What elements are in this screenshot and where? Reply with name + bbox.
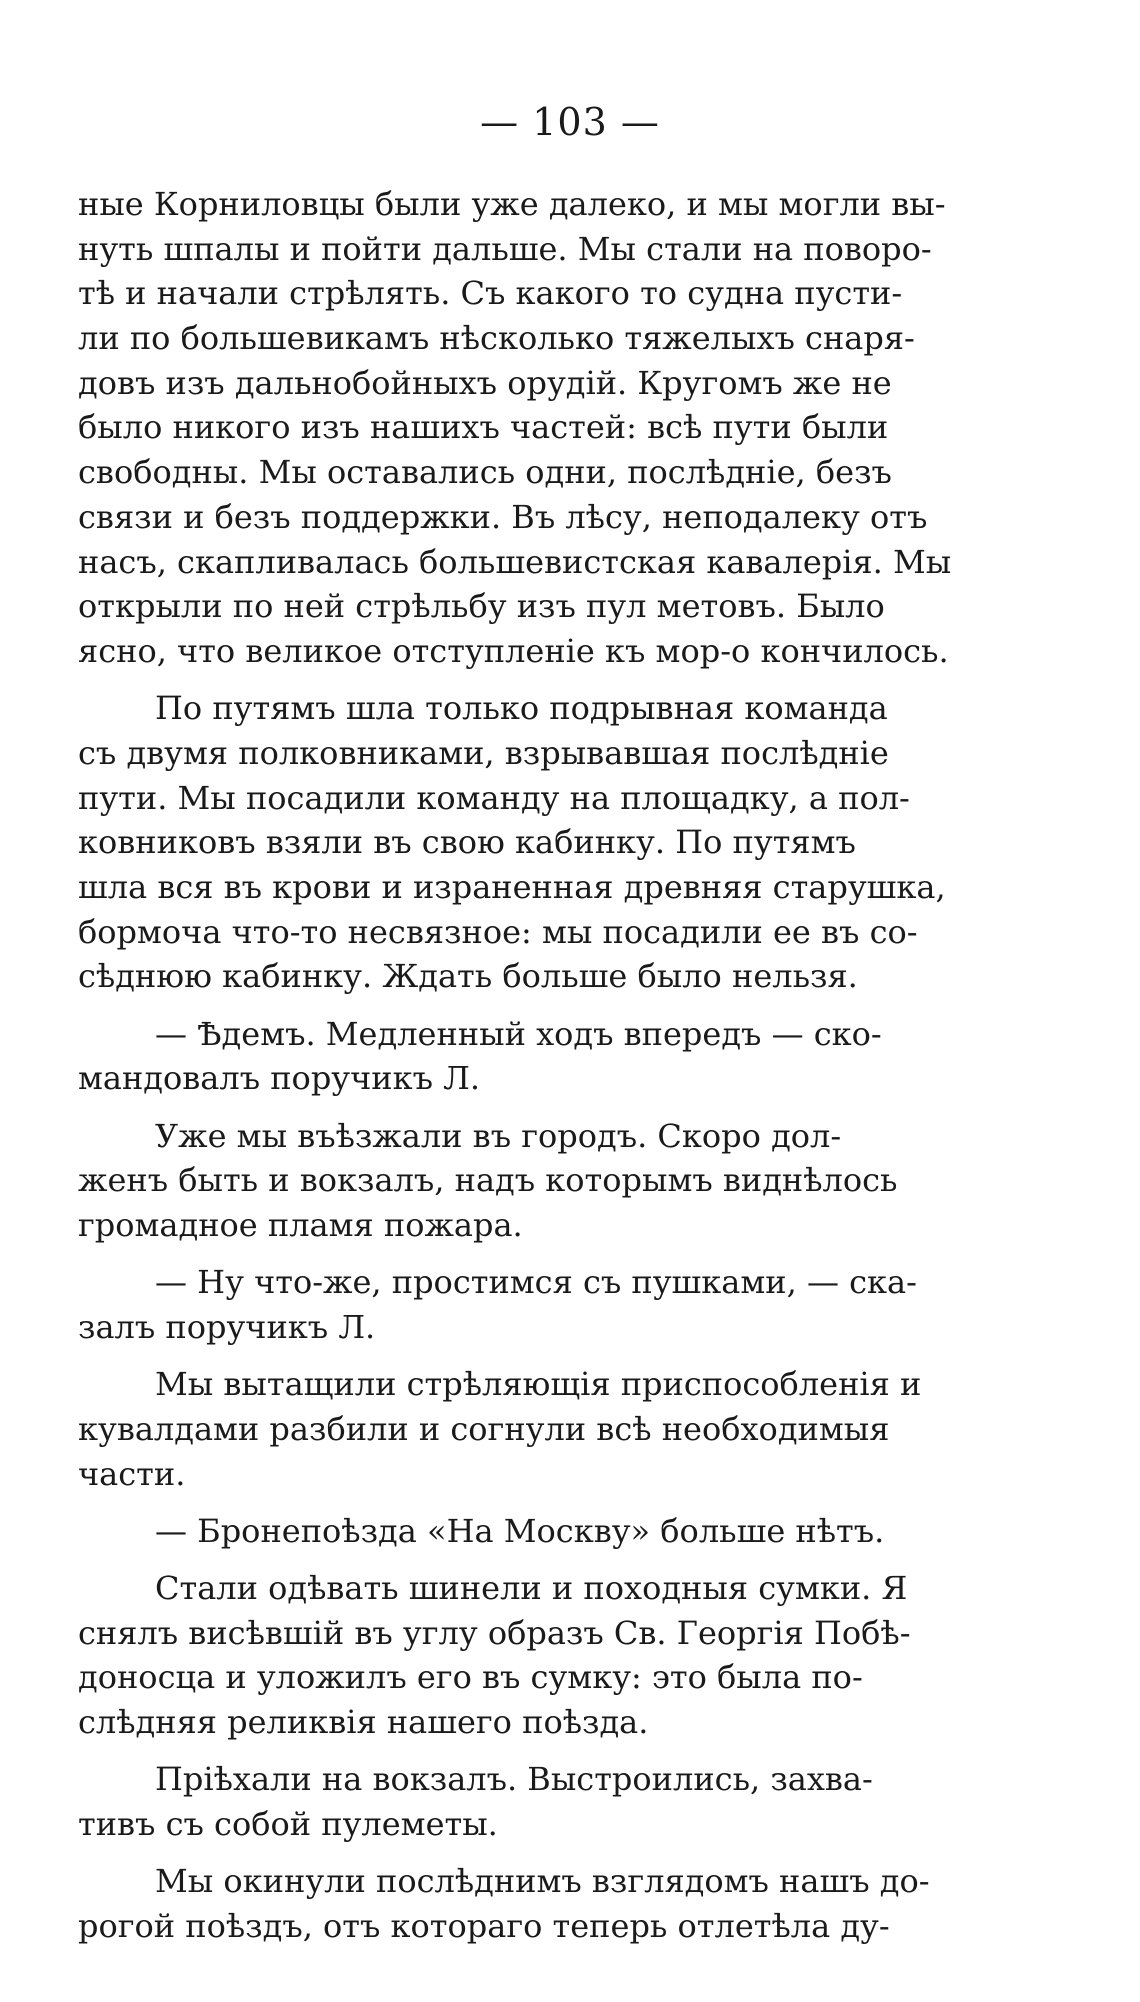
text-line: связи и безъ поддержки. Въ лѣсу, неподалеку отъ [78, 497, 928, 536]
text-line: свободны. Мы оставались одни, послѣдніе, безъ [78, 453, 892, 492]
text-line: насъ, скапливалась большевистская кавалерія. Мы [78, 542, 952, 581]
text-line: ясно, что великое отступленіе къ мор-о кончилось. [78, 631, 949, 670]
text-line: кувалдами разбили и согнули всѣ необходимыя [78, 1409, 890, 1448]
text-line: тивъ съ собой пулеметы. [78, 1805, 498, 1844]
text-line: пути. Мы посадили команду на площадку, а пол- [78, 778, 910, 817]
text-line: рогой поѣздъ, отъ котораго теперь отлетѣла ду- [78, 1907, 890, 1946]
text-line: Уже мы въѣзжали въ городъ. Скоро дол- [155, 1116, 842, 1155]
text-line: шла вся въ крови и израненная древняя старушка, [78, 867, 946, 906]
text-line: громадное пламя пожара. [78, 1205, 523, 1244]
text-line: тѣ и начали стрѣлять. Съ какого то судна пусти- [78, 274, 903, 313]
text-line: ли по большевикамъ нѣсколько тяжелыхъ снаря- [78, 319, 915, 358]
text-line: — Бронепоѣзда «На Москву» больше нѣтъ. [155, 1511, 885, 1550]
text-line: — Ѣдемъ. Медленный ходъ впередъ — ско- [155, 1014, 882, 1053]
text-line: снялъ висѣвшій въ углу образъ Св. Георгія Побѣ- [78, 1613, 911, 1652]
text-line: Мы окинули послѣднимъ взглядомъ нашъ до- [155, 1862, 930, 1901]
text-line: По путямъ шла только подрывная команда [155, 689, 888, 728]
text-line: — Ну что-же, простимся съ пушками, — ска- [155, 1263, 917, 1302]
text-line: было никого изъ нашихъ частей: всѣ пути были [78, 408, 889, 447]
text-line: слѣдняя реликвія нашего поѣзда. [78, 1703, 649, 1742]
text-line: Пріѣхали на вокзалъ. Выстроились, захва- [155, 1760, 873, 1799]
text-line: бормоча что-то несвязное: мы посадили ее въ со- [78, 912, 918, 951]
text-line: съ двумя полковниками, взрывавшая послѣдніе [78, 733, 889, 772]
text-line: ковниковъ взяли въ свою кабинку. По путямъ [78, 823, 856, 862]
text-line: залъ поручикъ Л. [78, 1307, 376, 1346]
body-text [78, 182, 963, 1949]
text-line: ные Корниловцы были уже далеко, и мы могли вы- [78, 185, 946, 223]
text-line: части. [78, 1454, 186, 1493]
text-line: доносца и уложилъ его въ сумку: это была по- [78, 1658, 863, 1697]
text-line: сѣднюю кабинку. Ждать больше было нельзя. [78, 957, 858, 996]
text-line: нуть шпалы и пойти дальше. Мы стали на поворо- [78, 229, 932, 268]
text-line: мандовалъ поручикъ Л. [78, 1059, 481, 1098]
text-line: женъ быть и вокзалъ, надъ которымъ виднѣлось [78, 1161, 898, 1200]
text-line: открыли по ней стрѣльбу изъ пул метовъ. Было [78, 587, 885, 626]
text-line: довъ изъ дальнобойныхъ орудій. Кругомъ же не [78, 363, 892, 402]
page-number: — 103 — [480, 100, 660, 144]
text-line: Стали одѣвать шинели и походныя сумки. Я [155, 1569, 908, 1608]
text-line: Мы вытащили стрѣляющія приспособленія и [155, 1365, 922, 1404]
